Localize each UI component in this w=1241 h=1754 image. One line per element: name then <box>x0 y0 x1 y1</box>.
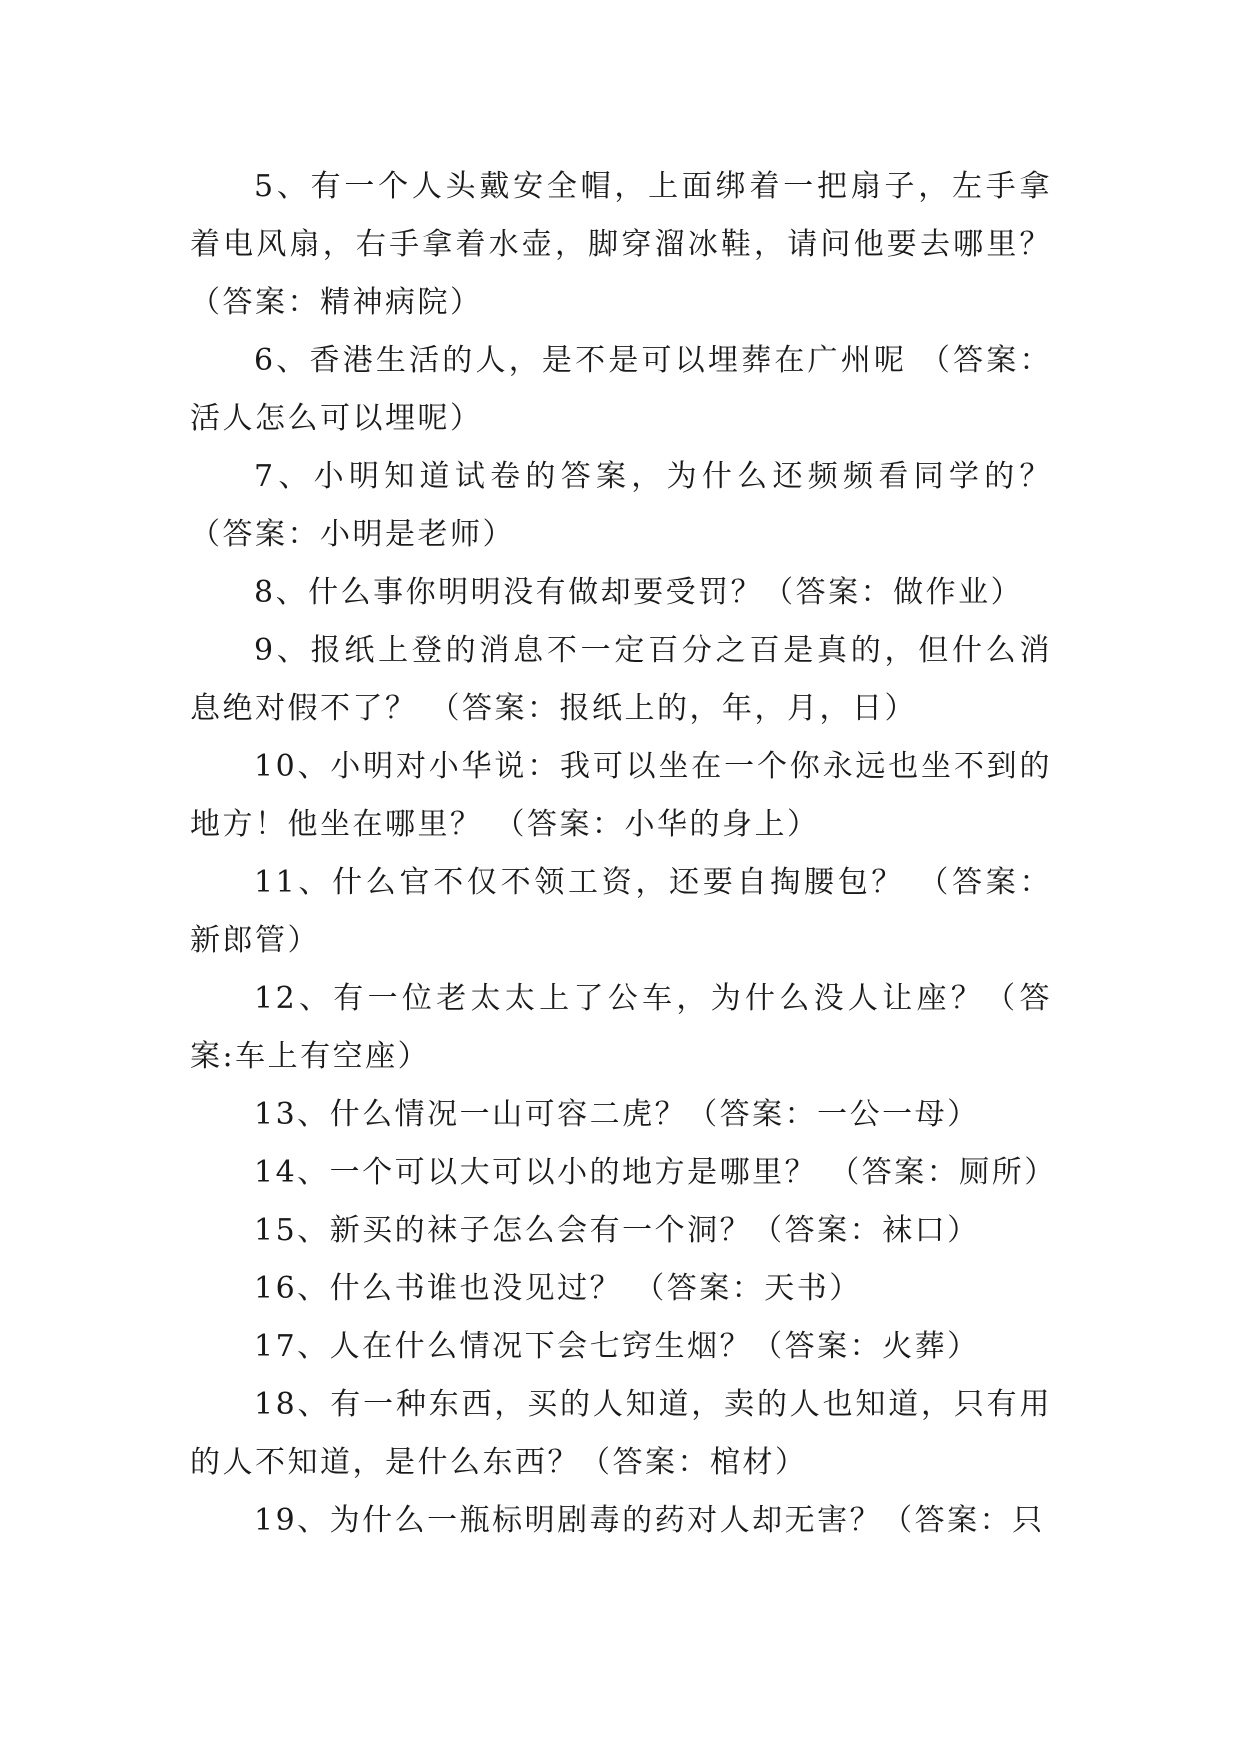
riddle-paragraph-6: 6、香港生活的人，是不是可以埋葬在广州呢 （答案：活人怎么可以埋呢） <box>190 343 1052 436</box>
riddle-paragraph-8: 8、什么事你明明没有做却要受罚？（答案：做作业） <box>254 575 1024 610</box>
riddle-paragraph-14: 14、一个可以大可以小的地方是哪里？ （答案：厕所） <box>254 1155 1057 1190</box>
riddle-paragraph-12: 12、有一位老太太上了公车，为什么没人让座？（答案:车上有空座） <box>190 981 1052 1074</box>
riddle-paragraph-10: 10、小明对小华说：我可以坐在一个你永远也坐不到的地方！他坐在哪里？ （答案：小华的身上） <box>190 749 1052 842</box>
riddle-paragraph-13: 13、什么情况一山可容二虎？（答案：一公一母） <box>254 1097 980 1132</box>
riddle-paragraph-17: 17、人在什么情况下会七窍生烟？（答案：火葬） <box>254 1329 980 1364</box>
riddle-paragraph-15: 15、新买的袜子怎么会有一个洞？（答案：袜口） <box>254 1213 980 1248</box>
riddle-paragraph-18: 18、有一种东西，买的人知道，卖的人也知道，只有用的人不知道，是什么东西？（答案：棺材） <box>190 1387 1052 1480</box>
riddle-paragraph-9: 9、报纸上登的消息不一定百分之百是真的，但什么消息绝对假不了？ （答案：报纸上的，年，月，日） <box>190 633 1052 726</box>
riddle-paragraph-5: 5、有一个人头戴安全帽，上面绑着一把扇子，左手拿着电风扇，右手拿着水壶，脚穿溜冰鞋，请问他要去哪里？（答案：精神病院） <box>190 169 1052 320</box>
riddle-paragraph-16: 16、什么书谁也没见过？ （答案：天书） <box>254 1271 862 1306</box>
riddle-paragraph-7: 7、小明知道试卷的答案，为什么还频频看同学的？（答案：小明是老师） <box>190 459 1052 552</box>
document-body <box>190 158 1057 1550</box>
riddle-paragraph-11: 11、什么官不仅不领工资，还要自掏腰包？ （答案：新郎管） <box>190 865 1052 958</box>
riddle-paragraph-19: 19、为什么一瓶标明剧毒的药对人却无害？（答案：只 <box>254 1503 1045 1538</box>
